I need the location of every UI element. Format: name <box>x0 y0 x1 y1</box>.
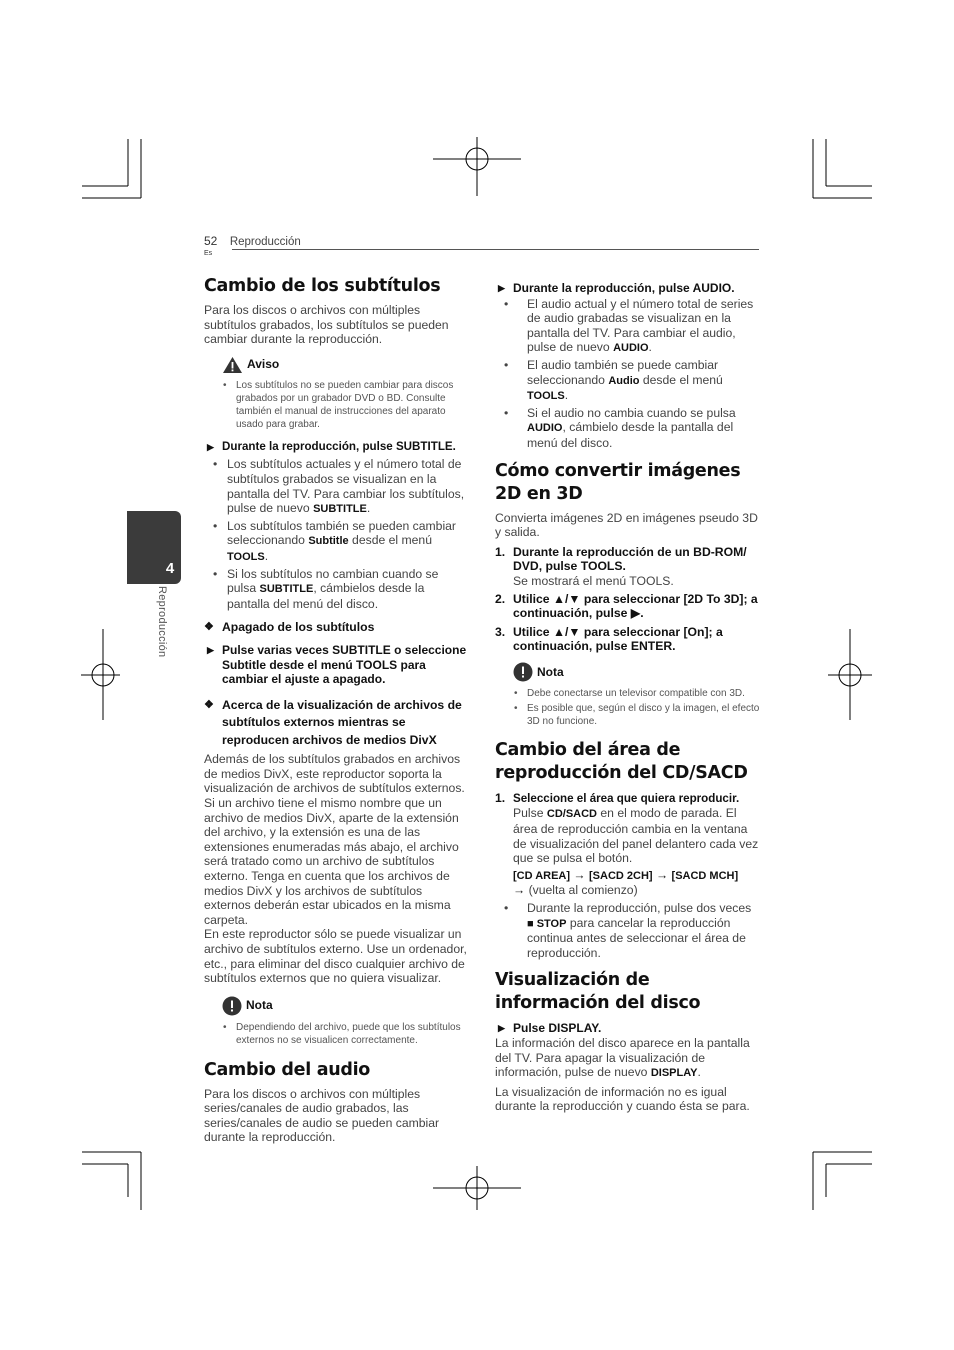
up-down-arrow-icon: ▲/▼ <box>552 591 581 606</box>
bullet-text: Si los subtítulos no cambian cuando se pulsa <box>227 566 439 596</box>
step-end: . <box>622 559 626 574</box>
note-item: • Dependiendo del archivo, puede que los subtítulos externos no se visualicen correctamente. <box>204 1021 470 1047</box>
step-end: . <box>640 606 644 621</box>
area-step-1 <box>495 791 761 898</box>
step-text: para seleccionar [2D To 3D]; a continuación, pulse <box>513 591 758 621</box>
note-3d-item-1: • Debe conectarse un televisor compatible con 3D. <box>495 687 761 700</box>
note-header <box>222 996 470 1016</box>
external-subtitles-p2: En este reproductor sólo se puede visualizar un archivo de subtítulos externo. Use un ordenador, etc., para eliminar del disco cualquier archivo de subtítulos externos que no quiera visualizar. <box>204 927 467 986</box>
bullet-text: Los subtítulos actuales y el número total de subtítulos grabados se visualizan en la pantalla del TV. Para cambiar los subtítulos, pulse de nuevo <box>227 457 465 516</box>
step-number: 1. <box>495 790 506 805</box>
note-label: Nota <box>537 664 564 679</box>
arrow-icon: → <box>513 883 529 898</box>
step-text: o seleccione Subtitle desde el menú <box>222 642 467 672</box>
bullet-text: Si el audio no cambia cuando se pulsa <box>527 405 736 420</box>
bullet-text: El audio actual y el número total de series de audio grabadas se visualizan en la pantalla del TV. Para cambiar el audio, pulse de nuevo <box>527 296 754 355</box>
external-subtitles-heading <box>204 697 470 750</box>
header-section: Reproducción <box>229 236 301 248</box>
step-end: . <box>672 639 676 654</box>
area-bullet <box>495 901 761 960</box>
warning-header <box>222 356 470 374</box>
warning-label: Aviso <box>247 357 280 372</box>
bullet-key: TOOLS <box>227 550 265 563</box>
convert3d-intro: Convierta imágenes 2D en imágenes pseudo 3D y salida. <box>495 510 758 540</box>
sequence-item: [SACD MCH] <box>671 869 739 882</box>
step-key: SUBTITLE <box>332 642 391 657</box>
bullet-end: , cámbielos desde la pantalla del menú del disco. <box>227 581 425 611</box>
step-end: . <box>731 281 735 295</box>
bullet-end: , cámbielo desde la pantalla del menú del disco. <box>527 420 734 450</box>
note-3d-item-2: • Es posible que, según el disco y la imagen, el efecto 3D no funcione. <box>495 702 761 728</box>
step-key: TOOLS <box>356 657 398 672</box>
step-arrow-icon: ▶ <box>207 644 214 655</box>
chapter-label: Reproducción <box>156 586 168 658</box>
left-column <box>204 275 470 1145</box>
discinfo-p1 <box>495 1036 761 1081</box>
step-text: / <box>743 544 747 559</box>
convert3d-step-3 <box>495 625 761 654</box>
step-text: para seleccionar [On]; a continuación, pulse <box>513 624 723 654</box>
bullet-key: Subtitle <box>308 535 349 548</box>
step-end: para cambiar el ajuste a apagado. <box>222 657 426 687</box>
step-end: . <box>597 1021 602 1036</box>
step-key: TOOLS <box>580 559 623 574</box>
warning-icon <box>222 356 243 374</box>
step-key: ENTER <box>630 639 673 654</box>
arrow-icon: → <box>573 867 589 882</box>
bullet-key: SUBTITLE <box>313 503 367 516</box>
stop-icon: ■ <box>527 917 537 930</box>
step-key: DISPLAY <box>548 1021 598 1036</box>
bullet-text: El audio también se puede cambiar seleccionando <box>527 357 719 387</box>
subtitles-off-step <box>204 643 470 687</box>
para-text: La información del disco aparece en la pantalla del TV. Para apagar la visualización de información, pulse de nuevo <box>495 1036 750 1080</box>
convert3d-step-2 <box>495 592 761 621</box>
bullet-key: STOP <box>536 917 567 930</box>
step-text: Durante la reproducción, pulse <box>513 281 693 295</box>
audio-bullet-1 <box>495 297 761 356</box>
step-text: Utilice <box>513 624 553 639</box>
step-note: Se mostrará el menú TOOLS. <box>513 573 674 588</box>
audio-bullet-2 <box>495 358 761 404</box>
discinfo-p2: La visualización de información no es igual durante la reproducción y cuando ésta se para. <box>495 1084 750 1114</box>
note-header-3d <box>513 662 761 682</box>
convert3d-title: Cómo convertir imágenes 2D en 3D <box>495 460 741 504</box>
desc-text: Pulse <box>513 806 547 821</box>
para-end: . <box>697 1065 701 1080</box>
audio-intro: Para los discos o archivos con múltiples series/canales de audio grabados, las series/canales de audio se pueden cambiar durante la reproducción. <box>204 1086 440 1145</box>
bullet-end: . <box>264 548 269 563</box>
step-key: SUBTITLE <box>395 439 453 453</box>
bullet-end: . <box>366 501 371 516</box>
para-key: DISPLAY <box>650 1067 698 1080</box>
bullet-text: desde el menú <box>639 372 723 387</box>
note-label: Nota <box>246 998 273 1013</box>
sequence-item: [SACD 2CH] <box>589 869 653 882</box>
note-icon <box>513 662 533 682</box>
bullet-end: . <box>648 340 652 355</box>
language-code: Es <box>204 250 213 257</box>
bullet-text: Los subtítulos también se pueden cambiar seleccionando <box>227 518 456 548</box>
bullet-key: AUDIO <box>527 422 563 435</box>
subtitle-step <box>204 440 470 455</box>
bullet-end: . <box>564 388 569 403</box>
page-header <box>204 232 759 258</box>
bullet-key: TOOLS <box>527 390 565 403</box>
step-text: Durante la reproducción, pulse <box>222 439 396 453</box>
step-arrow-icon: ▶ <box>498 283 505 293</box>
area-description <box>513 806 761 865</box>
subtitle-bullet-3 <box>204 567 470 612</box>
header-rule <box>232 249 759 250</box>
step-number: 2. <box>495 591 506 606</box>
area-sequence <box>513 868 761 898</box>
step-text: Seleccione el área que quiera reproducir. <box>513 791 740 805</box>
chapter-number: 4 <box>165 560 175 577</box>
bullet-key: AUDIO <box>613 342 649 355</box>
audio-step <box>495 281 761 296</box>
desc-key: CD/SACD <box>546 808 597 821</box>
subtitles-off-heading <box>204 620 470 635</box>
discinfo-step <box>495 1021 761 1036</box>
area-title: Cambio del área de reproducción del CD/SACD <box>495 739 748 783</box>
desc-text: en el modo de parada. El área de reproducción cambia en la ventana de visualización del panel delantero cada vez que se pulsa el botón. <box>513 806 759 866</box>
step-number: 1. <box>495 544 506 559</box>
step-arrow-icon: ▶ <box>498 1023 505 1034</box>
warning-item: • Los subtítulos no se pueden cambiar para discos grabados por un grabador DVD o BD. Consulte también el manual de instrucciones del aparato usado para grabar. <box>204 379 470 431</box>
bullet-end: para cancelar la reproducción continua antes de seleccionar el área de reproducción. <box>527 915 746 960</box>
step-text: Durante la reproducción de un <box>513 544 694 559</box>
sequence-end: (vuelta al comienzo) <box>528 883 638 898</box>
step-key: AUDIO <box>692 281 732 295</box>
arrow-icon: → <box>655 867 672 882</box>
step-end: . <box>452 439 456 453</box>
step-arrow-icon: ▶ <box>207 441 214 452</box>
right-arrow-icon: ▶ <box>630 606 641 621</box>
audio-title: Cambio del audio <box>204 1059 371 1080</box>
subtitle-bullet-2 <box>204 519 470 565</box>
page-number: 52 <box>204 234 218 248</box>
step-key: BD-ROM <box>693 544 744 559</box>
convert3d-step-1 <box>495 545 761 589</box>
right-column <box>495 281 761 1114</box>
step-text: , pulse <box>538 559 581 574</box>
subheading-text: Acerca de la visualización de archivos de subtítulos externos mientras se reproducen archivos de medios DivX <box>222 697 462 747</box>
step-key: DVD <box>513 559 539 574</box>
subtitle-bullet-1 <box>204 457 470 516</box>
subtitles-title: Cambio de los subtítulos <box>204 276 441 296</box>
audio-bullet-3 <box>495 406 761 451</box>
step-number: 3. <box>495 624 506 639</box>
external-subtitles-p1: Además de los subtítulos grabados en archivos de medios DivX, este reproductor soporta la visualización de archivos de subtítulos externos. Si un archivo tiene el mismo nombre que un archivo de medios DivX, aparte de la extensión del archivo, y la extensión es una de las extensiones enumeradas más abajo, el archivo será tratado como un archivo de subtítulos externo. Tenga en cuenta que los archivos de medios DivX y los archivos de subtítulos externos deberán estar ubicados en la misma carpeta. <box>204 752 465 927</box>
bullet-key: SUBTITLE <box>259 583 314 596</box>
discinfo-title: Visualización de información del disco <box>495 970 701 1014</box>
bullet-text: desde el menú <box>348 533 432 548</box>
subheading-text: Apagado de los subtítulos <box>222 620 375 635</box>
step-text: Pulse varias veces <box>222 642 333 657</box>
bullet-text: Durante la reproducción, pulse dos veces <box>527 901 752 916</box>
diamond-icon: ❖ <box>204 698 214 711</box>
subtitles-intro: Para los discos o archivos con múltiples subtítulos grabados, los subtítulos se pueden cambiar durante la reproducción. <box>204 303 449 347</box>
sequence-item: [CD AREA] <box>513 869 571 882</box>
diamond-icon: ❖ <box>204 621 214 634</box>
step-text: Utilice <box>513 591 553 606</box>
up-down-arrow-icon: ▲/▼ <box>552 624 581 639</box>
bullet-key: Audio <box>608 374 640 387</box>
note-icon <box>222 996 242 1016</box>
step-text: Pulse <box>513 1021 549 1036</box>
